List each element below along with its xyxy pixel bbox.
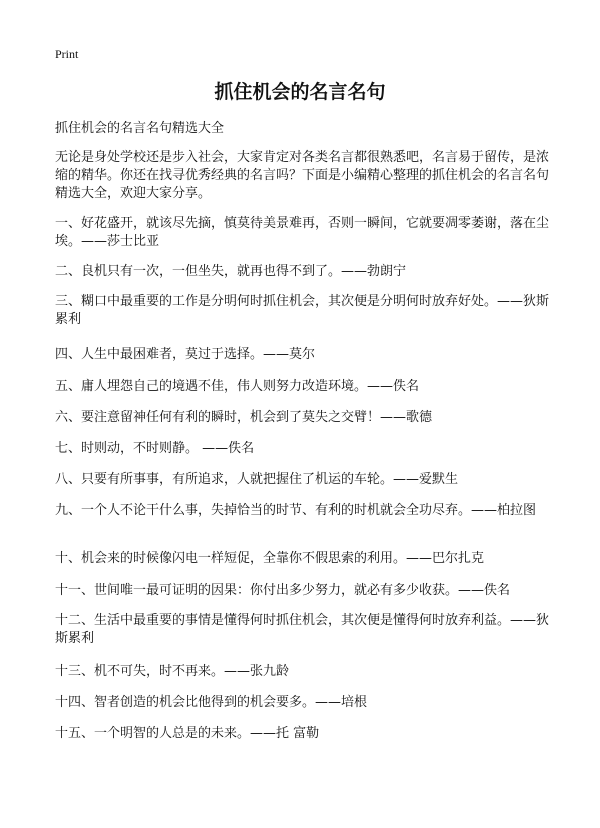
quote-item-11: 十一、世间唯一最可证明的因果：你付出多少努力，就必有多少收获。——佚名	[55, 583, 511, 598]
quote-item-15: 十五、一个明智的人总是的未来。——托 富勒	[55, 726, 320, 741]
quote-item-4: 四、人生中最困难者，莫过于选择。——莫尔	[55, 347, 316, 362]
article-intro: 无论是身处学校还是步入社会，大家肯定对各类名言都很熟悉吧，名言易于留传，是浓缩的精华。你还在找寻优秀经典的名言吗？下面是小编精心整理的抓住机会的名言名句精选大全，欢迎大家分享。	[55, 150, 550, 201]
quote-item-5: 五、庸人埋怨自己的境遇不佳，伟人则努力改造环境。——佚名	[55, 379, 420, 394]
quote-item-2: 二、良机只有一次，一但坐失，就再也得不到了。——勃朗宁	[55, 264, 407, 279]
quote-item-9: 九、一个人不论干什么事，失掉恰当的时节、有利的时机就会全功尽弃。——柏拉图	[55, 503, 537, 518]
quote-item-7: 七、时则动，不时则静。 ——佚名	[55, 441, 255, 456]
quote-item-1: 一、好花盛开，就该尽先摘，慎莫待美景难再，否则一瞬间，它就要凋零萎谢，落在尘埃。——莎士比亚	[55, 216, 550, 249]
quote-item-3: 三、糊口中最重要的工作是分明何时抓住机会，其次便是分明何时放弃好处。——狄斯累利	[55, 294, 550, 327]
quote-item-6: 六、要注意留神任何有利的瞬时，机会到了莫失之交臂！——歌德	[55, 410, 433, 425]
quote-item-14: 十四、智者创造的机会比他得到的机会要多。——培根	[55, 695, 368, 710]
quote-item-10: 十、机会来的时候像闪电一样短促，全靠你不假思索的利用。——巴尔扎克	[55, 551, 485, 566]
page-title: 抓住机会的名言名句	[214, 81, 386, 103]
quote-item-13: 十三、机不可失，时不再来。——张九龄	[55, 664, 290, 679]
quote-item-12: 十二、生活中最重要的事情是懂得何时抓住机会，其次便是懂得何时放弃利益。——狄斯累利	[55, 613, 550, 646]
quote-item-8: 八、只要有所事事，有所追求，人就把握住了机运的车轮。——爱默生	[55, 472, 459, 487]
article-subtitle: 抓住机会的名言名句精选大全	[55, 121, 225, 136]
print-link[interactable]: Print	[55, 47, 79, 61]
